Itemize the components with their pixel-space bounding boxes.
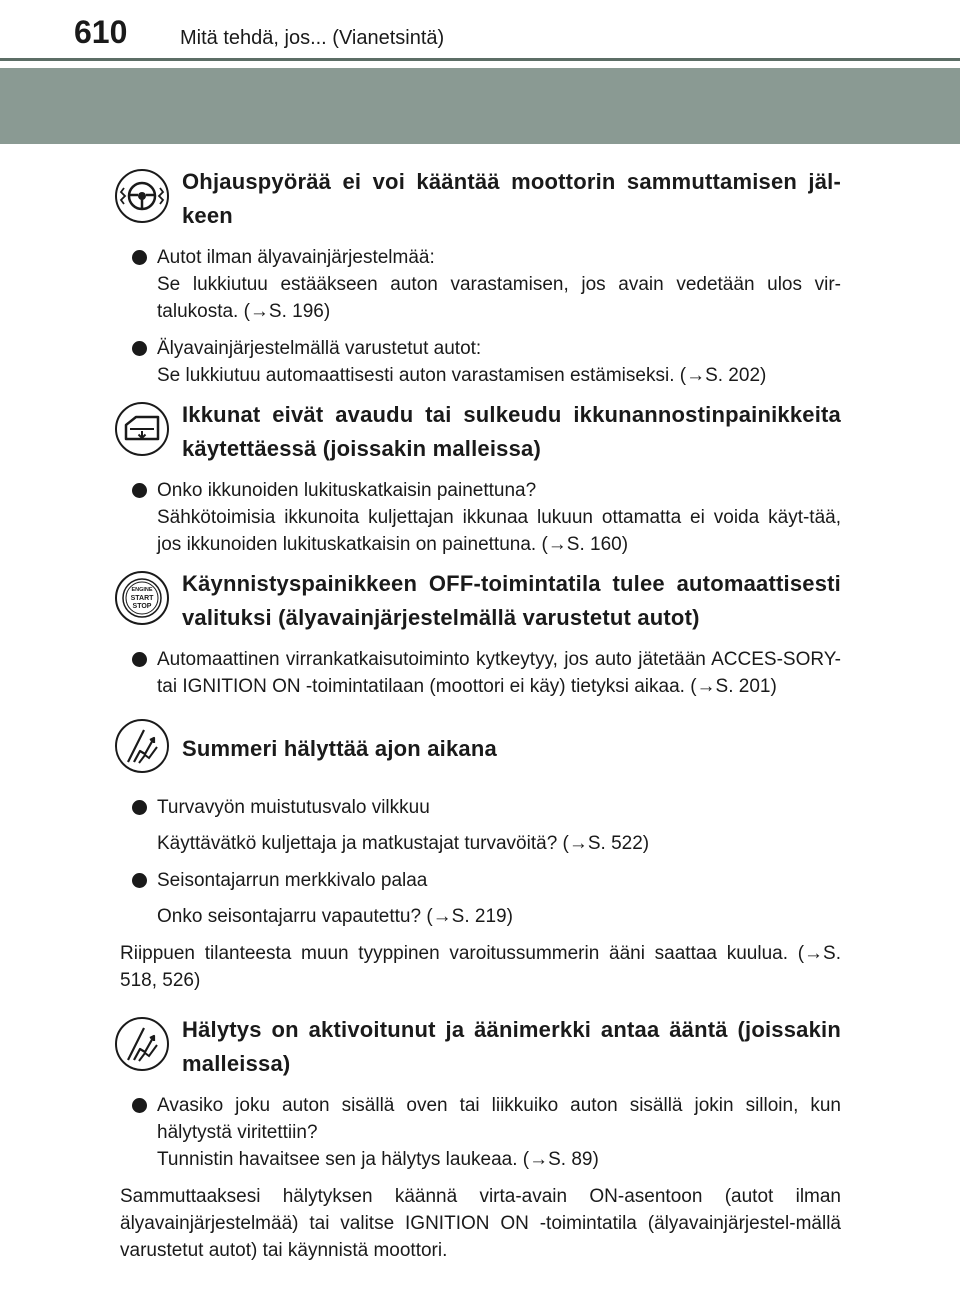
section-title: Ohjauspyörää ei voi kääntää moottorin sammuttamisen jäl-keen <box>182 169 841 228</box>
bullet-lead: Älyavainjärjestelmällä varustetut autot: <box>157 338 482 359</box>
section-heading <box>120 714 841 784</box>
header-band <box>0 68 960 144</box>
section-title: Summeri hälyttää ajon aikana <box>182 736 497 761</box>
steering-wheel-warning-icon <box>114 168 170 224</box>
icon-text-stop: STOP <box>132 603 152 610</box>
bullet-text: Sähkötoimisia ikkunoita kuljettajan ikkunaa lukuun ottamatta ei voida käyt-tää, jos ikkunoiden lukituskatkaisin on painettuna. (→S. 160) <box>157 507 841 555</box>
alarm-icon <box>114 1016 170 1072</box>
content <box>120 164 841 1264</box>
section-auto-power-off <box>120 566 841 700</box>
bullet-lead: Autot ilman älyavainjärjestelmää: <box>157 247 435 268</box>
buzzer-icon <box>114 718 170 774</box>
engine-start-stop-icon <box>114 570 170 626</box>
bullet-text: Se lukkiutuu automaattisesti auton varastamisen estämiseksi. (→S. 202) <box>157 365 767 386</box>
list-item <box>120 794 841 857</box>
section-buzzer <box>120 714 841 994</box>
bullet-text: Käyttävätkö kuljettaja ja matkustajat turvavöitä? (→S. 522) <box>157 833 650 854</box>
section-title: Ikkunat eivät avaudu tai sulkeudu ikkunannostinpainikkeita käytettäessä (joissakin malleissa) <box>182 402 841 461</box>
bullet-text: Onko seisontajarru vapautettu? (→S. 219) <box>157 906 513 927</box>
section-title: Hälytys on aktivoitunut ja äänimerkki antaa ääntä (joissakin malleissa) <box>182 1017 841 1076</box>
section-heading <box>120 566 841 636</box>
note-paragraph: Sammuttaaksesi hälytyksen käännä virta-avain ON-asentoon (autot ilman älyavainjärjestelmää) tai valitse IGNITION ON -toimintatila (älyavainjärjestel-mällä varustetut autot) tai käynnistä moottori. <box>120 1186 841 1261</box>
section-steering-lock <box>120 164 841 389</box>
list-item <box>120 867 841 930</box>
bullet-lead: Onko ikkunoiden lukituskatkaisin painettuna? <box>157 480 537 501</box>
icon-text-start: START <box>130 595 154 602</box>
section-heading <box>120 397 841 467</box>
bullet-lead: Avasiko joku auton sisällä oven tai liikkuiko auton sisällä jokin silloin, kun hälytystä viritettiin? <box>157 1095 841 1143</box>
list-item <box>120 244 841 325</box>
section-heading <box>120 164 841 234</box>
section-heading <box>120 1012 841 1082</box>
section-title: Käynnistyspainikkeen OFF-toimintatila tulee automaattisesti valituksi (älyavainjärjestelmällä varustetut autot) <box>182 571 841 630</box>
list-item <box>120 477 841 558</box>
bullet-text: Tunnistin havaitsee sen ja hälytys laukeaa. (→S. 89) <box>157 1149 599 1170</box>
icon-text-engine: ENGINE <box>131 587 153 593</box>
bullet-lead: Seisontajarrun merkkivalo palaa <box>157 870 428 891</box>
section-alarm <box>120 1012 841 1264</box>
note-paragraph: Riippuen tilanteesta muun tyyppinen varoitussummerin ääni saattaa kuulua. (→S. 518, 526) <box>120 943 841 991</box>
list-item <box>120 646 841 700</box>
page-number: 610 <box>74 14 128 50</box>
bullet-lead: Turvavyön muistutusvalo vilkkuu <box>157 797 430 818</box>
bullet-text: Se lukkiutuu estääkseen auton varastamisen, jos avain vedetään ulos vir-talukosta. (→S. 196) <box>157 274 841 322</box>
section-window-lock <box>120 397 841 558</box>
chapter-title: Mitä tehdä, jos... (Vianetsintä) <box>180 27 445 49</box>
bullet-lead: Automaattinen virrankatkaisutoiminto kytkeytyy, jos auto jätetään ACCES-SORY- tai IGNITION ON -toimintatilaan (moottori ei käy) tietyksi aikaa. (→S. 201) <box>157 649 841 697</box>
list-item <box>120 1092 841 1173</box>
header-rule <box>0 58 960 61</box>
window-lock-icon <box>114 401 170 457</box>
list-item <box>120 335 841 389</box>
